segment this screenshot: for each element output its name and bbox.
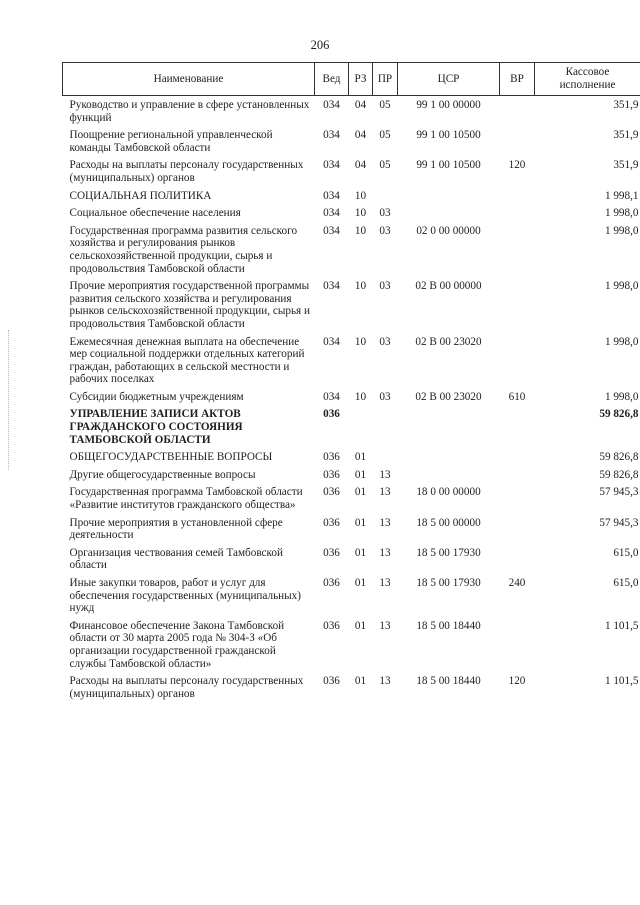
row-pr: 13	[379, 516, 391, 529]
row-csr: 02 В 00 23020	[415, 335, 482, 348]
table-row	[63, 96, 640, 127]
row-name: Другие общегосударственные вопросы	[69, 468, 256, 481]
row-csr: 18 5 00 18440	[416, 619, 481, 632]
row-vr	[500, 187, 535, 205]
row-pr: 13	[379, 619, 391, 632]
header-csr: ЦСР	[398, 63, 500, 96]
row-name: Государственная программа Тамбовской области «Развитие институтов гражданского общества»	[69, 486, 303, 512]
row-amount: 1 101,5	[604, 675, 639, 688]
row-ved: 036	[323, 619, 340, 632]
row-amount: 59 826,8	[599, 451, 639, 464]
header-vr: ВР	[500, 63, 535, 96]
row-ved: 034	[323, 335, 340, 348]
row-pr	[373, 448, 398, 466]
row-pr: 03	[379, 390, 391, 403]
row-vr	[500, 96, 535, 127]
row-vr	[500, 277, 535, 332]
row-csr: 99 1 00 00000	[416, 99, 481, 111]
row-rz: 10	[354, 335, 367, 348]
row-amount: 57 945,3	[599, 516, 639, 529]
row-vr: 610	[508, 390, 526, 403]
row-rz: 01	[354, 451, 367, 464]
row-vr	[500, 544, 535, 574]
row-csr: 02 В 00 00000	[415, 280, 482, 293]
row-vr	[500, 405, 535, 448]
row-pr: 03	[379, 207, 391, 220]
row-ved: 036	[323, 577, 340, 589]
row-ved: 036	[323, 408, 340, 421]
row-vr	[500, 222, 535, 277]
row-name: Руководство и управление в сфере установленных функций	[69, 99, 310, 124]
row-pr: 13	[379, 546, 391, 559]
row-ved: 034	[323, 390, 340, 403]
row-ved: 036	[323, 486, 340, 499]
table-row	[63, 466, 640, 484]
row-pr: 05	[379, 99, 391, 111]
row-csr	[398, 204, 500, 222]
row-amount: 57 945,3	[599, 486, 639, 499]
row-amount: 351,9	[613, 129, 639, 142]
row-rz: 01	[354, 468, 367, 481]
row-rz: 10	[354, 390, 367, 403]
row-csr: 99 1 00 10500	[416, 129, 481, 142]
row-amount: 615,0	[613, 546, 639, 559]
row-rz	[349, 405, 373, 448]
row-pr: 13	[379, 577, 391, 589]
budget-execution-table	[62, 62, 640, 702]
row-pr	[373, 187, 398, 205]
row-csr: 02 В 00 23020	[415, 390, 482, 403]
row-amount: 59 826,8	[599, 468, 639, 481]
table-row	[63, 156, 640, 186]
table-row	[63, 187, 640, 205]
row-vr	[500, 126, 535, 156]
row-vr	[500, 617, 535, 672]
row-amount: 351,9	[613, 99, 639, 111]
row-csr: 99 1 00 10500	[416, 159, 481, 172]
row-vr	[500, 204, 535, 222]
row-vr	[500, 483, 535, 513]
row-pr: 03	[379, 224, 391, 237]
row-pr	[373, 405, 398, 448]
row-csr: 18 5 00 00000	[416, 516, 481, 529]
row-vr	[500, 448, 535, 466]
row-pr: 03	[379, 335, 391, 348]
margin-scan-mark	[8, 330, 12, 470]
row-name: Расходы на выплаты персоналу государственных (муниципальных) органов	[69, 159, 304, 184]
page-number: 206	[310, 38, 330, 52]
row-ved: 036	[323, 451, 340, 464]
row-amount: 1 998,0	[604, 207, 639, 220]
row-pr: 03	[379, 280, 391, 293]
row-vr	[500, 514, 535, 544]
row-name: Социальное обеспечение населения	[69, 207, 241, 220]
row-csr	[398, 187, 500, 205]
row-pr: 13	[379, 486, 391, 499]
row-ved: 034	[323, 129, 340, 142]
table-row	[63, 672, 640, 702]
row-name: Прочие мероприятия государственной программы развития сельского хозяйства и регулирования рынков сельскохозяйственной продукции, сырья и продовольствия Тамбовской области	[69, 280, 310, 330]
table-row	[63, 333, 640, 388]
row-ved: 034	[323, 207, 340, 220]
row-csr	[398, 405, 500, 448]
row-rz: 01	[354, 619, 367, 632]
header-ved: Вед	[315, 63, 349, 96]
row-rz: 01	[354, 577, 367, 589]
row-ved: 034	[323, 159, 340, 172]
row-amount: 1 998,0	[604, 280, 639, 293]
table-row	[63, 574, 640, 617]
row-rz: 01	[354, 516, 367, 529]
row-name: Субсидии бюджетным учреждениям	[69, 390, 244, 403]
row-name: Организация чествования семей Тамбовской области	[69, 546, 283, 572]
table-row	[63, 126, 640, 156]
table-row	[63, 448, 640, 466]
table-header-row	[63, 63, 640, 96]
header-rz: РЗ	[349, 63, 373, 96]
row-name: УПРАВЛЕНИЕ ЗАПИСИ АКТОВ ГРАЖДАНСКОГО СОСТОЯНИЯ ТАМБОВСКОЙ ОБЛАСТИ	[69, 408, 243, 446]
row-rz: 10	[354, 207, 367, 220]
row-rz: 01	[354, 546, 367, 559]
table-row	[63, 514, 640, 544]
row-vr: 120	[508, 159, 526, 172]
row-rz: 04	[354, 129, 367, 142]
row-amount: 615,0	[613, 577, 639, 589]
table-row	[63, 483, 640, 513]
row-ved: 034	[323, 99, 340, 111]
table-row	[63, 204, 640, 222]
row-amount: 1 998,0	[604, 390, 639, 403]
row-vr	[500, 466, 535, 484]
row-csr: 18 5 00 17930	[416, 546, 481, 559]
row-name: Государственная программа развития сельского хозяйства и регулирования рынков сельскохозяйственной продукции, сырья и продовольствия Тамбовской области	[69, 224, 298, 275]
row-ved: 034	[323, 280, 340, 293]
row-amount: 1 998,0	[604, 335, 639, 348]
row-name: Поощрение региональной управленческой команды Тамбовской области	[69, 129, 273, 154]
row-name: Финансовое обеспечение Закона Тамбовской области от 30 марта 2005 года № 304-З «Об организации государственной гражданской службы Тамбовской области»	[69, 619, 285, 670]
row-vr	[500, 333, 535, 388]
row-pr: 05	[379, 159, 391, 172]
row-csr: 02 0 00 00000	[416, 224, 481, 237]
header-name: Наименование	[63, 63, 315, 96]
row-pr: 13	[379, 468, 391, 481]
row-amount: 1 998,1	[604, 189, 639, 202]
row-name: Ежемесячная денежная выплата на обеспечение мер социальной поддержки отдельных категорий граждан, работающих в сельской местности и рабочих поселках	[69, 335, 305, 386]
row-name: ОБЩЕГОСУДАРСТВЕННЫЕ ВОПРОСЫ	[69, 451, 273, 464]
row-name: СОЦИАЛЬНАЯ ПОЛИТИКА	[69, 189, 212, 202]
row-rz: 04	[354, 159, 367, 172]
row-pr: 05	[379, 129, 391, 142]
row-rz: 04	[354, 99, 367, 111]
table-row	[63, 277, 640, 332]
row-name: Иные закупки товаров, работ и услуг для обеспечения государственных (муниципальных) нужд	[69, 577, 301, 615]
row-rz: 10	[354, 224, 367, 237]
table-row	[63, 544, 640, 574]
row-rz: 10	[354, 189, 367, 202]
row-amount: 351,9	[613, 159, 639, 172]
row-csr: 18 0 00 00000	[416, 486, 481, 499]
row-ved: 034	[323, 224, 340, 237]
row-csr	[398, 466, 500, 484]
row-csr: 18 5 00 17930	[416, 577, 481, 589]
row-amount: 1 998,0	[604, 224, 639, 237]
row-ved: 034	[323, 189, 340, 202]
table-row	[63, 388, 640, 406]
table-row	[63, 222, 640, 277]
row-ved: 036	[323, 516, 340, 529]
row-rz: 01	[354, 486, 367, 499]
row-vr: 240	[508, 577, 526, 589]
row-rz: 01	[354, 675, 367, 688]
row-pr: 13	[379, 675, 391, 688]
row-csr: 18 5 00 18440	[416, 675, 481, 688]
header-pr: ПР	[373, 63, 398, 96]
row-vr: 120	[508, 675, 526, 688]
row-rz: 10	[354, 280, 367, 293]
row-ved: 036	[323, 468, 340, 481]
table-row	[63, 405, 640, 448]
row-amount: 1 101,5	[604, 619, 639, 632]
row-ved: 036	[323, 675, 340, 688]
table-body	[63, 96, 640, 703]
table-row	[63, 617, 640, 672]
row-name: Расходы на выплаты персоналу государственных (муниципальных) органов	[69, 675, 304, 700]
row-ved: 036	[323, 546, 340, 559]
row-amount: 59 826,8	[599, 408, 639, 421]
row-csr	[398, 448, 500, 466]
row-name: Прочие мероприятия в установленной сфере деятельности	[69, 516, 283, 542]
header-amount: Кассовое исполнение	[535, 63, 640, 96]
